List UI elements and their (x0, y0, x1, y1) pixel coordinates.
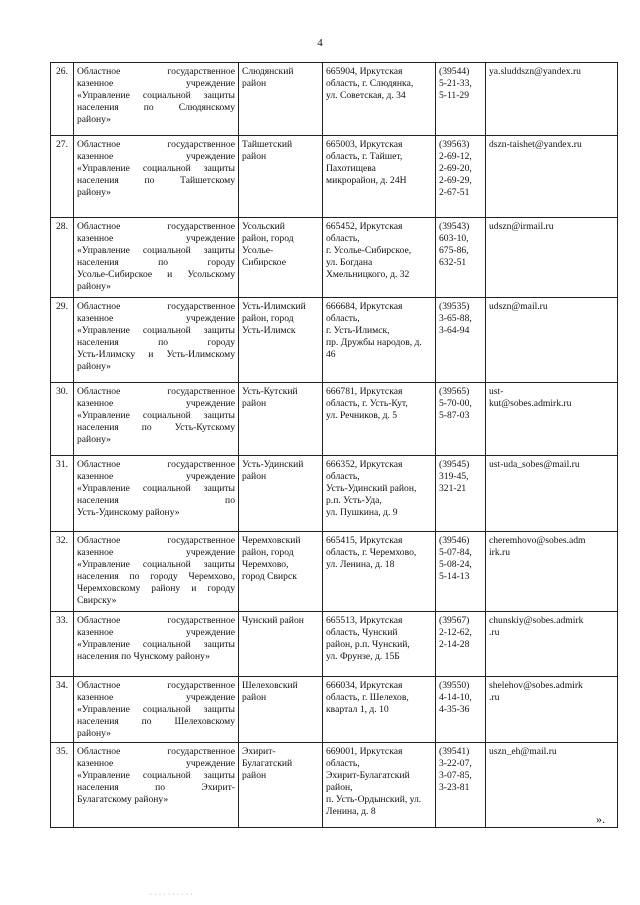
phone-line: 2-14-28 (439, 639, 470, 650)
address-line: район, (326, 782, 353, 793)
email-cell (486, 63, 618, 136)
district-line: Слюдянский (242, 66, 294, 77)
institution-name-line: Областное государственное (77, 301, 235, 312)
address-cell (323, 532, 436, 612)
institution-name-line: «Управление социальной защиты (77, 245, 235, 256)
phone-line: 4-35-36 (439, 704, 470, 715)
email-line: .ru (489, 692, 500, 703)
phone-line: 632-51 (439, 257, 467, 268)
phone-line: 3-22-07, (439, 758, 472, 769)
address-line: Эхирит-Булагатский (326, 770, 410, 781)
page-number: 4 (317, 37, 323, 49)
row-number (51, 677, 74, 743)
institution-name-line: казенное учреждение (77, 398, 235, 409)
district-line: Шелеховский (242, 680, 298, 691)
district-cell (239, 612, 323, 677)
institution-name-line: району» (77, 361, 111, 372)
phone-cell (436, 456, 486, 532)
email-line: uszn_eh@mail.ru (489, 746, 557, 757)
row-number-text: 27. (56, 139, 68, 150)
address-line: 666034, Иркутская (326, 680, 403, 691)
institution-name (74, 456, 239, 532)
institution-name-line: казенное учреждение (77, 758, 235, 769)
phone-line: (39546) (439, 535, 470, 546)
address-line: Ленина, д. 8 (326, 806, 376, 817)
institution-name-line: «Управление социальной защиты (77, 704, 235, 715)
phone-cell (436, 136, 486, 218)
district-line: Усолье- (242, 245, 274, 256)
institution-name-line: населения по городу (77, 257, 235, 268)
table-row (51, 298, 618, 383)
address-cell (323, 743, 436, 828)
row-number-text: 32. (56, 535, 68, 546)
phone-line: (39545) (439, 459, 470, 470)
institution-name-line: населения по (77, 495, 235, 506)
address-cell (323, 63, 436, 136)
address-cell (323, 612, 436, 677)
institution-name-line: Усть-Илимску и Усть-Илимскому (77, 349, 235, 360)
email-cell (486, 677, 618, 743)
district-line: город Свирск (242, 571, 297, 582)
institution-name-line: населения по Тайшетскому (77, 175, 235, 186)
row-number-text: 29. (56, 301, 68, 312)
registry-body (51, 63, 618, 828)
email-line: chunskiy@sobes.admirk (489, 615, 584, 626)
row-number (51, 63, 74, 136)
phone-line: (39535) (439, 301, 470, 312)
institution-name-line: Усть-Удинскому району» (77, 507, 180, 518)
address-line: 665904, Иркутская (326, 66, 403, 77)
institution-name-line: «Управление социальной защиты (77, 770, 235, 781)
phone-line: 5-70-00, (439, 398, 472, 409)
row-number (51, 298, 74, 383)
table-row (51, 383, 618, 456)
phone-line: (39567) (439, 615, 470, 626)
district-line: район (242, 151, 267, 162)
address-line: ул. Богдана (326, 257, 373, 268)
phone-line: 675-86, (439, 245, 469, 256)
email-line: udszn@irmail.ru (489, 221, 554, 232)
district-line: район, город (242, 547, 294, 558)
phone-line: 2-69-20, (439, 163, 472, 174)
institution-name-line: Булагатскому району» (77, 794, 169, 805)
institution-name-line: Областное государственное (77, 535, 235, 546)
address-line: Пахотищева (326, 163, 376, 174)
institution-name-line: Усолье-Сибирское и Усольскому (77, 269, 235, 280)
institution-name-line: Областное государственное (77, 459, 235, 470)
institution-name-line: казенное учреждение (77, 233, 235, 244)
institution-name-line: району» (77, 114, 111, 125)
phone-line: 2-69-12, (439, 151, 472, 162)
registry-table (50, 62, 618, 828)
district-cell (239, 63, 323, 136)
institution-name-line: казенное учреждение (77, 78, 235, 89)
address-line: 665415, Иркутская (326, 535, 403, 546)
address-line: Хмельницкого, д. 32 (326, 269, 410, 280)
email-line: kut@sobes.admirk.ru (489, 398, 572, 409)
table-row (51, 677, 618, 743)
district-cell (239, 383, 323, 456)
phone-cell (436, 63, 486, 136)
institution-name (74, 383, 239, 456)
address-line: 666781, Иркутская (326, 386, 403, 397)
address-line: район, р.п. Чунский, (326, 639, 410, 650)
address-line: ул. Фрунзе, д. 15Б (326, 651, 400, 662)
district-line: Усть-Илимский (242, 301, 306, 312)
institution-name (74, 677, 239, 743)
district-line: Чунский район (242, 615, 304, 626)
district-line: район, город (242, 233, 294, 244)
phone-line: (39541) (439, 746, 470, 757)
phone-line: 2-67-51 (439, 187, 470, 198)
row-number-text: 26. (56, 66, 68, 77)
phone-line: 2-12-62, (439, 627, 472, 638)
address-cell (323, 136, 436, 218)
row-number-text: 31. (56, 459, 68, 470)
phone-cell (436, 743, 486, 828)
institution-name-line: населения по Шелеховскому (77, 716, 235, 727)
address-line: область, (326, 313, 360, 324)
district-line: район (242, 692, 267, 703)
email-cell (486, 136, 618, 218)
address-line: ул. Ленина, д. 18 (326, 559, 395, 570)
address-line: ул. Советская, д. 34 (326, 90, 406, 101)
row-number (51, 456, 74, 532)
institution-name-line: Черемховскому району и городу (77, 583, 235, 594)
address-line: 665513, Иркутская (326, 615, 403, 626)
row-number-text: 30. (56, 386, 68, 397)
email-cell (486, 218, 618, 298)
institution-name-line: «Управление социальной защиты (77, 410, 235, 421)
district-line: Булагатский (242, 758, 293, 769)
address-cell (323, 218, 436, 298)
phone-cell (436, 677, 486, 743)
footer-mark: · · · · · · · · · · (150, 892, 193, 898)
institution-name-line: «Управление социальной защиты (77, 639, 235, 650)
address-line: г. Усолье-Сибирское, (326, 245, 412, 256)
institution-name-line: району» (77, 281, 111, 292)
phone-line: 4-14-10, (439, 692, 472, 703)
institution-name-line: району» (77, 434, 111, 445)
phone-cell (436, 532, 486, 612)
district-cell (239, 136, 323, 218)
institution-name-line: району» (77, 187, 111, 198)
table-row (51, 218, 618, 298)
phone-line: 3-07-85, (439, 770, 472, 781)
phone-line: 5-11-29 (439, 90, 470, 101)
email-line: shelehov@sobes.admirk (489, 680, 583, 691)
district-line: Черемховский (242, 535, 301, 546)
phone-line: 5-08-24, (439, 559, 472, 570)
row-number (51, 218, 74, 298)
phone-line: 5-21-33, (439, 78, 472, 89)
row-number (51, 743, 74, 828)
closing-quote: ». (596, 812, 605, 826)
institution-name-line: «Управление социальной защиты (77, 325, 235, 336)
email-cell (486, 612, 618, 677)
address-line: 666684, Иркутская (326, 301, 403, 312)
institution-name-line: казенное учреждение (77, 313, 235, 324)
institution-name-line: «Управление социальной защиты (77, 483, 235, 494)
institution-name-line: Областное государственное (77, 615, 235, 626)
district-line: район (242, 398, 267, 409)
institution-name-line: населения по Чунскому району» (77, 651, 210, 662)
institution-name-line: казенное учреждение (77, 547, 235, 558)
institution-name-line: населения по Слюдянскому (77, 102, 235, 113)
phone-line: (39563) (439, 139, 470, 150)
address-line: 666352, Иркутская (326, 459, 403, 470)
phone-line: 5-07-84, (439, 547, 472, 558)
institution-name-line: казенное учреждение (77, 692, 235, 703)
institution-name-line: казенное учреждение (77, 471, 235, 482)
phone-line: 5-14-13 (439, 571, 470, 582)
address-line: область, (326, 233, 360, 244)
address-line: Усть-Удинский район, (326, 483, 417, 494)
district-cell (239, 456, 323, 532)
row-number-text: 34. (56, 680, 68, 691)
institution-name-line: Областное государственное (77, 386, 235, 397)
district-line: Черемхово, (242, 559, 289, 570)
address-line: область, г. Усть-Кут, (326, 398, 408, 409)
address-cell (323, 298, 436, 383)
district-line: Усольский (242, 221, 285, 232)
address-line: область, г. Слюдянка, (326, 78, 414, 89)
phone-cell (436, 383, 486, 456)
address-line: р.п. Усть-Уда, (326, 495, 382, 506)
email-cell (486, 383, 618, 456)
institution-name-line: району» (77, 728, 111, 739)
phone-line: (39565) (439, 386, 470, 397)
email-line: ya.sluddszn@yandex.ru (489, 66, 581, 77)
institution-name-line: Областное государственное (77, 221, 235, 232)
institution-name (74, 136, 239, 218)
phone-line: (39544) (439, 66, 470, 77)
email-cell (486, 456, 618, 532)
address-cell (323, 456, 436, 532)
district-line: Сибирское (242, 257, 286, 268)
phone-line: 3-64-94 (439, 325, 470, 336)
district-cell (239, 677, 323, 743)
institution-name-line: казенное учреждение (77, 627, 235, 638)
phone-line: 2-69-29, (439, 175, 472, 186)
address-line: микрорайон, д. 24Н (326, 175, 407, 186)
table-row (51, 612, 618, 677)
district-line: Усть-Кутский (242, 386, 298, 397)
district-line: район (242, 770, 267, 781)
district-line: район (242, 471, 267, 482)
address-line: г. Усть-Илимск, (326, 325, 390, 336)
phone-line: 321-21 (439, 483, 467, 494)
institution-name-line: «Управление социальной защиты (77, 163, 235, 174)
phone-line: (39550) (439, 680, 470, 691)
institution-name (74, 298, 239, 383)
row-number-text: 35. (56, 746, 68, 757)
institution-name-line: Областное государственное (77, 139, 235, 150)
district-line: Эхирит- (242, 746, 276, 757)
district-line: Усть-Удинский (242, 459, 304, 470)
email-line: udszn@mail.ru (489, 301, 548, 312)
row-number (51, 136, 74, 218)
district-line: район, город (242, 313, 294, 324)
institution-name (74, 532, 239, 612)
institution-name (74, 218, 239, 298)
address-line: 665452, Иркутская (326, 221, 403, 232)
district-line: Усть-Илимск (242, 325, 296, 336)
address-line: ул. Речников, д. 5 (326, 410, 398, 421)
phone-line: 3-23-81 (439, 782, 470, 793)
row-number (51, 532, 74, 612)
address-line: область, (326, 758, 360, 769)
address-line: 665003, Иркутская (326, 139, 403, 150)
row-number (51, 383, 74, 456)
district-line: район (242, 78, 267, 89)
phone-line: 603-10, (439, 233, 469, 244)
phone-cell (436, 612, 486, 677)
phone-cell (436, 298, 486, 383)
institution-name (74, 743, 239, 828)
address-line: область, г. Тайшет, (326, 151, 403, 162)
email-line: ust- (489, 386, 504, 397)
phone-line: 5-87-03 (439, 410, 470, 421)
phone-line: (39543) (439, 221, 470, 232)
email-line: cheremhovo@sobes.adm (489, 535, 586, 546)
email-line: dszn-taishet@yandex.ru (489, 139, 582, 150)
district-cell (239, 532, 323, 612)
address-line: область, (326, 471, 360, 482)
address-line: 46 (326, 349, 336, 360)
email-line: irk.ru (489, 547, 511, 558)
address-line: п. Усть-Ордынский, ул. (326, 794, 422, 805)
phone-line: 319-45, (439, 471, 469, 482)
institution-name-line: Областное государственное (77, 746, 235, 757)
address-line: область, г. Шелехов, (326, 692, 409, 703)
table-row (51, 532, 618, 612)
email-cell (486, 298, 618, 383)
institution-name-line: «Управление социальной защиты (77, 559, 235, 570)
district-line: Тайшетский (242, 139, 293, 150)
phone-line: 3-65-88, (439, 313, 472, 324)
address-line: ул. Пушкина, д. 9 (326, 507, 398, 518)
table-row (51, 456, 618, 532)
row-number-text: 28. (56, 221, 68, 232)
email-line: ust-uda_sobes@mail.ru (489, 459, 580, 470)
address-line: квартал 1, д. 10 (326, 704, 389, 715)
email-cell (486, 532, 618, 612)
table-row (51, 743, 618, 828)
institution-name-line: Областное государственное (77, 66, 235, 77)
institution-name (74, 63, 239, 136)
institution-name (74, 612, 239, 677)
institution-name-line: населения по городу Черемхово, (77, 571, 235, 582)
institution-name-line: Областное государственное (77, 680, 235, 691)
address-line: область, Чунский (326, 627, 398, 638)
institution-name-line: населения по городу (77, 337, 235, 348)
address-cell (323, 383, 436, 456)
row-number-text: 33. (56, 615, 68, 626)
phone-cell (436, 218, 486, 298)
institution-name-line: Свирску» (77, 595, 117, 606)
institution-name-line: казенное учреждение (77, 151, 235, 162)
email-line: .ru (489, 627, 500, 638)
district-cell (239, 298, 323, 383)
address-cell (323, 677, 436, 743)
table-row (51, 136, 618, 218)
table-row (51, 63, 618, 136)
institution-name-line: населения по Усть-Кутскому (77, 422, 235, 433)
address-line: область, г. Черемхово, (326, 547, 417, 558)
address-line: пр. Дружбы народов, д. (326, 337, 422, 348)
institution-name-line: «Управление социальной защиты (77, 90, 235, 101)
row-number (51, 612, 74, 677)
address-line: 669001, Иркутская (326, 746, 403, 757)
district-cell (239, 743, 323, 828)
district-cell (239, 218, 323, 298)
institution-name-line: населения по Эхирит- (77, 782, 235, 793)
